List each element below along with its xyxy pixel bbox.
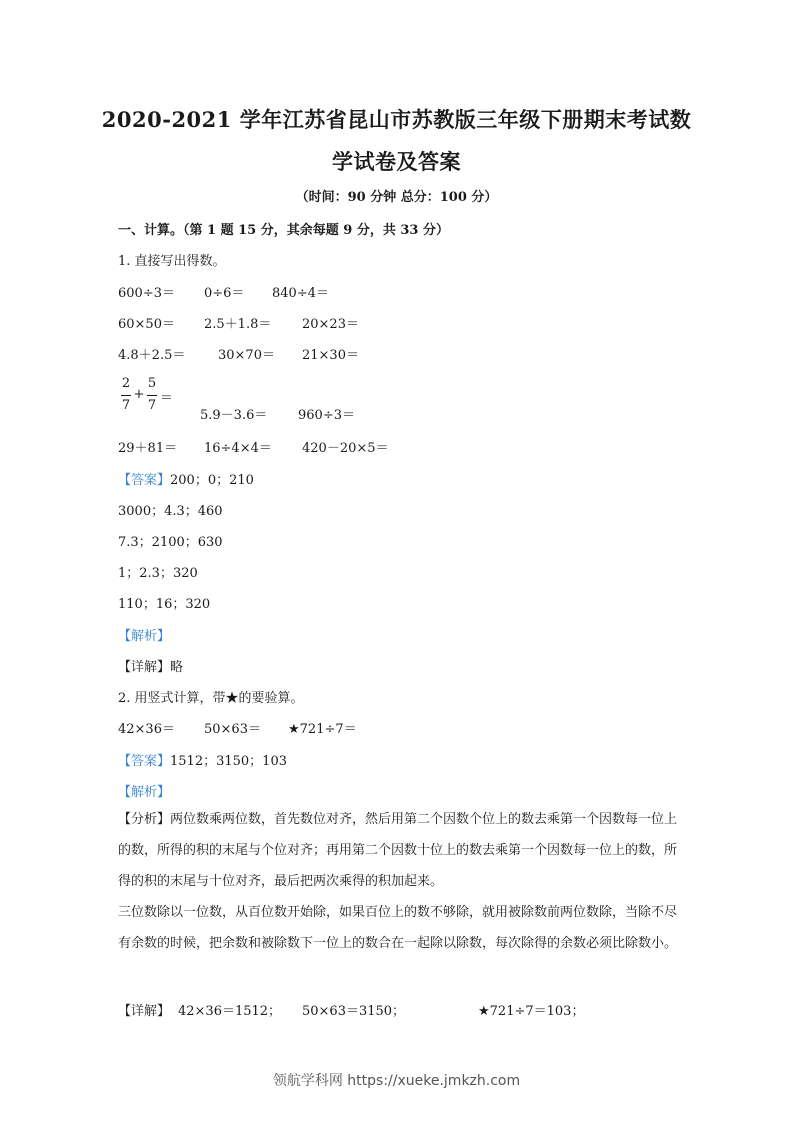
document-title-line-2: 学试卷及答案 <box>332 149 461 174</box>
q2-expr: 42×36＝ <box>118 722 175 737</box>
fraction-b-numerator: 5 <box>147 376 157 391</box>
q1-expr: 960÷3＝ <box>298 408 355 423</box>
q1-expr: 30×70＝ <box>218 348 275 363</box>
answer-tag: 【答案】 <box>118 473 171 488</box>
q1-expr: 16÷4×4＝ <box>204 441 272 456</box>
q1-expr: 840÷4＝ <box>272 286 329 301</box>
q2-analysis-paragraph-1: 【分析】两位数乘两位数，首先数位对齐，然后用第二个因数个位上的数去乘第一个因数每一位上的数，所得的积的末尾与个位对齐；再用第二个因数十位上的数去乘第一个因数每一位上的数，所得的积的末尾与十位对齐，最后把两次乘得的积加起来。 <box>118 812 678 889</box>
fraction-plus-sign: + <box>133 387 145 402</box>
q1-expr: 21×30＝ <box>302 348 359 363</box>
q1-answer-line-3: 7.3；2100；630 <box>118 535 223 550</box>
fraction-equals-sign: ＝ <box>160 391 174 406</box>
q1-expr: 2.5＋1.8＝ <box>204 317 272 332</box>
q1-expr: 0÷6＝ <box>204 286 245 301</box>
q2-expr: ★721÷7＝ <box>288 722 357 737</box>
question-2-prompt: 2. 用竖式计算，带★的要验算。 <box>118 691 304 706</box>
fraction-a-bar <box>121 395 131 396</box>
answer-text: 200；0；210 <box>170 473 254 488</box>
q1-answer-line-1 <box>118 469 254 488</box>
fraction-b-bar <box>147 395 157 396</box>
q1-expr: 420－20×5＝ <box>302 441 389 456</box>
fraction-b-denominator: 7 <box>147 398 157 413</box>
q1-expr: 29＋81＝ <box>118 441 178 456</box>
q1-expr: 4.8＋2.5＝ <box>118 348 186 363</box>
exam-meta: （时间：90 分钟 总分：100 分） <box>295 190 498 205</box>
q2-analysis-tag: 【解析】 <box>118 785 171 800</box>
fraction-expression <box>120 376 180 416</box>
detail-item: 50×63＝3150； <box>302 1004 406 1019</box>
q2-expr: 50×63＝ <box>204 722 261 737</box>
q1-answer-line-5: 110；16；320 <box>118 597 211 612</box>
detail-item: 42×36＝1512； <box>178 1004 282 1019</box>
answer-tag: 【答案】 <box>118 754 171 769</box>
q1-analysis-tag: 【解析】 <box>118 629 171 644</box>
q2-analysis-paragraph-2: 三位数除以一位数，从百位数开始除，如果百位上的数不够除，就用被除数前两位数除，当除不尽有余数的时候，把余数和被除数下一位上的数合在一起除以除数，每次除得的余数必须比除数小。 <box>118 905 678 951</box>
detail-tag: 【详解】 <box>118 1004 171 1019</box>
q1-answer-line-2: 3000；4.3；460 <box>118 504 223 519</box>
q2-answer-line <box>118 750 287 769</box>
q1-expr: 60×50＝ <box>118 317 175 332</box>
q1-expr: 5.9－3.6＝ <box>200 408 268 423</box>
answer-text: 1512；3150；103 <box>170 754 287 769</box>
question-1-prompt: 1. 直接写出得数。 <box>118 254 226 269</box>
section-heading: 一、计算。（第 1 题 15 分，其余每题 9 分，共 33 分） <box>118 223 449 238</box>
fraction-a-numerator: 2 <box>121 376 131 391</box>
footer-watermark: 领航学科网 https://xueke.jmkzh.com <box>272 1073 521 1089</box>
document-title-line-1: 2020-2021 学年江苏省昆山市苏教版三年级下册期末考试数 <box>101 107 692 132</box>
q1-detail: 【详解】略 <box>118 660 184 675</box>
fraction-a-denominator: 7 <box>121 398 131 413</box>
q1-expr: 600÷3＝ <box>118 286 175 301</box>
detail-item: ★721÷7＝103； <box>478 1004 585 1019</box>
q1-answer-line-4: 1；2.3；320 <box>118 566 198 581</box>
q1-expr: 20×23＝ <box>302 317 359 332</box>
